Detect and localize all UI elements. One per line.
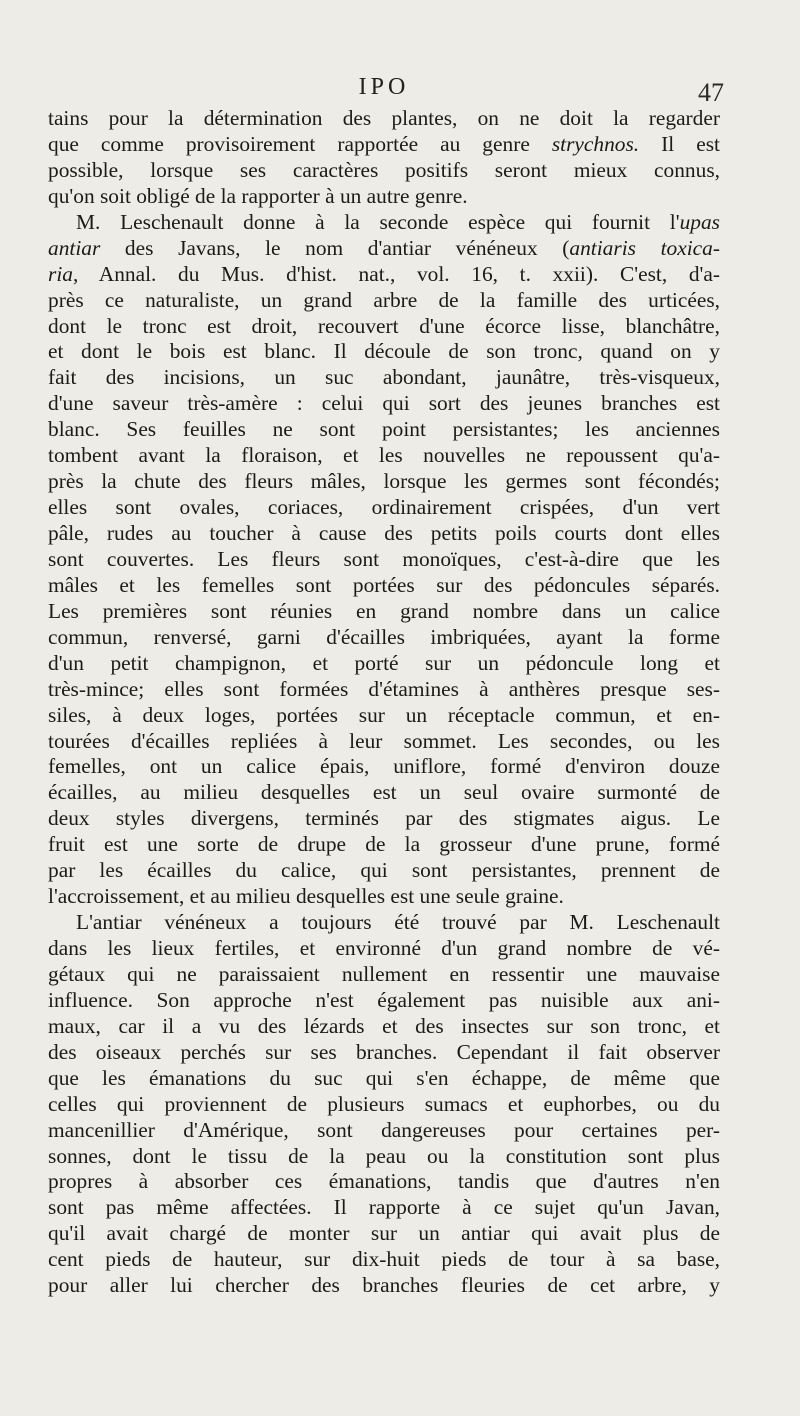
text-line: près ce naturaliste, un grand arbre de la famille des urticées, xyxy=(48,287,720,312)
paragraph-start-line xyxy=(48,210,720,236)
text-line xyxy=(48,132,720,158)
text-span: M. Leschenault donne à la seconde espèce qui fournit l' xyxy=(76,209,680,234)
text-line: dont le tronc est droit, recouvert d'une écorce lisse, blanchâtre, xyxy=(48,313,720,338)
text-line: d'un petit champignon, et porté sur un pédoncule long et xyxy=(48,650,720,675)
text-line: Les premières sont réunies en grand nombre dans un calice xyxy=(48,598,720,623)
text-line: celles qui proviennent de plusieurs sumacs et euphorbes, ou du xyxy=(48,1091,720,1116)
text-line: l'accroissement, et au milieu desquelles est une seule graine. xyxy=(48,884,564,909)
text-line: commun, renversé, garni d'écailles imbriquées, ayant la forme xyxy=(48,624,720,649)
text-line: pâle, rudes au toucher à cause des petits poils courts dont elles xyxy=(48,521,720,545)
text-line: des oiseaux perchés sur ses branches. Cependant il fait observer xyxy=(48,1039,720,1064)
text-line: possible, lorsque ses caractères positifs seront mieux connus, xyxy=(48,157,720,182)
text-line: mâles et les femelles sont portées sur des pédoncules séparés. xyxy=(48,572,720,597)
text-span: , Annal. du Mus. d'hist. nat., vol. 16, t. xxii). C'est, d'a- xyxy=(72,261,720,286)
text-line: cent pieds de hauteur, sur dix-huit pieds de tour à sa base, xyxy=(48,1247,720,1272)
text-line: tourées d'écailles repliées à leur sommet. Les secondes, ou les xyxy=(48,728,720,753)
page-header xyxy=(48,74,724,107)
running-head: IPO xyxy=(358,74,410,100)
text-line: tombent avant la floraison, et les nouvelles ne repoussent qu'a- xyxy=(48,443,720,468)
text-line: elles sont ovales, coriaces, ordinairement crispées, d'un vert xyxy=(48,495,720,520)
text-line: gétaux qui ne paraissaient nullement en ressentir une mauvaise xyxy=(48,961,720,986)
text-line: siles, à deux loges, portées sur un réceptacle commun, et en- xyxy=(48,702,720,727)
text-line xyxy=(48,236,720,262)
text-line: sonnes, dont le tissu de la peau ou la constitution sont plus xyxy=(48,1143,720,1168)
text-span: Il est xyxy=(639,131,720,156)
text-line: blanc. Ses feuilles ne sont point persistantes; les anciennes xyxy=(48,417,720,442)
italic-latin-name: antiaris toxica- xyxy=(569,235,720,260)
page-number: 47 xyxy=(698,78,724,107)
text-line: près la chute des fleurs mâles, lorsque les germes sont fécondés; xyxy=(48,469,720,494)
text-line: dans les lieux fertiles, et environné d'un grand nombre de vé- xyxy=(48,936,720,960)
text-line: d'une saveur très-amère : celui qui sort des jeunes branches est xyxy=(48,391,720,416)
italic-latin-name: ria xyxy=(48,261,73,286)
text-line: fait des incisions, un suc abondant, jaunâtre, très-visqueux, xyxy=(48,365,720,390)
text-line: influence. Son approche n'est également pas nuisible aux ani- xyxy=(48,987,720,1012)
text-line: sont pas même affectées. Il rapporte à ce sujet qu'un Javan, xyxy=(48,1195,720,1220)
text-line: très-mince; elles sont formées d'étamines à anthères presque ses- xyxy=(48,676,720,701)
body-text xyxy=(48,106,720,1299)
text-line: qu'on soit obligé de la rapporter à un autre genre. xyxy=(48,183,468,208)
text-line: que les émanations du suc qui s'en échappe, de même que xyxy=(48,1065,720,1090)
text-line: fruit est une sorte de drupe de la grosseur d'une prune, formé xyxy=(48,832,720,857)
text-line: propres à absorber ces émanations, tandis que d'autres n'en xyxy=(48,1169,720,1194)
text-line: mancenillier d'Amérique, sont dangereuses pour certaines per- xyxy=(48,1117,720,1142)
text-line: et dont le bois est blanc. Il découle de son tronc, quand on y xyxy=(48,339,720,364)
text-line xyxy=(48,262,720,288)
text-line: deux styles divergens, terminés par des stigmates aigus. Le xyxy=(48,806,720,831)
text-line: maux, car il a vu des lézards et des insectes sur son tronc, et xyxy=(48,1013,720,1038)
text-line: écailles, au milieu desquelles est un seul ovaire surmonté de xyxy=(48,780,720,805)
text-line: tains pour la détermination des plantes, on ne doit la regarder xyxy=(48,106,720,130)
text-line: sont couvertes. Les fleurs sont monoïques, c'est-à-dire que les xyxy=(48,546,720,571)
text-line: femelles, ont un calice épais, uniflore, formé d'environ douze xyxy=(48,754,720,779)
text-line: pour aller lui chercher des branches fleuries de cet arbre, y xyxy=(48,1273,720,1298)
text-span: que comme provisoirement rapportée au genre xyxy=(48,131,552,156)
italic-species-name: antiar xyxy=(48,235,101,260)
paragraph-start-line: L'antiar vénéneux a toujours été trouvé par M. Leschenault xyxy=(76,910,720,935)
italic-species-name: upas xyxy=(679,209,720,234)
text-line: qu'il avait chargé de monter sur un antiar qui avait plus de xyxy=(48,1221,720,1246)
text-line: par les écailles du calice, qui sont persistantes, prennent de xyxy=(48,858,720,883)
text-span: des Javans, le nom d'antiar vénéneux ( xyxy=(100,235,570,260)
italic-genus-name: strychnos. xyxy=(551,131,640,156)
